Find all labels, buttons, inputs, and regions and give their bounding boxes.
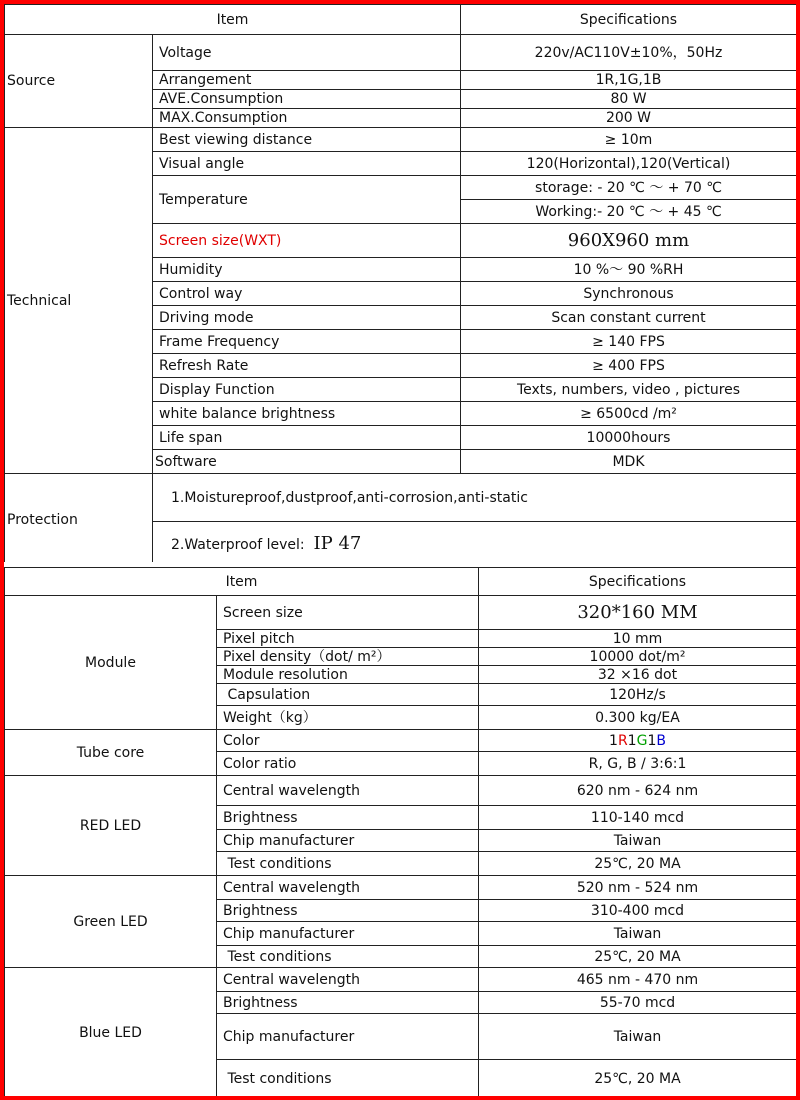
row-label: Driving mode — [153, 306, 461, 330]
row-label: Best viewing distance — [153, 128, 461, 152]
table-row — [5, 596, 797, 630]
row-label: Brightness — [217, 992, 479, 1014]
category-module: Module — [5, 596, 217, 730]
color-part: 1 — [627, 732, 637, 749]
category-source: Source — [5, 35, 153, 128]
row-value: 55-70 mcd — [479, 992, 797, 1014]
row-label: Test conditions — [217, 946, 479, 968]
color-part: 1 — [647, 732, 657, 749]
table-row — [5, 35, 797, 71]
temperature-working: Working:- 20 ℃ ～ + 45 ℃ — [461, 200, 797, 224]
row-label: Pixel density（dot/ m²） — [217, 648, 479, 666]
row-label: MAX.Consumption — [153, 109, 461, 128]
row-value: Scan constant current — [461, 306, 797, 330]
table-header-row — [5, 568, 797, 596]
software-value: MDK — [461, 450, 797, 474]
row-label: Frame Frequency — [153, 330, 461, 354]
waterproof-label: 2.Waterproof level: — [171, 536, 305, 553]
row-label: Color — [217, 730, 479, 752]
row-value: 120Hz/s — [479, 684, 797, 706]
row-label: Voltage — [153, 35, 461, 71]
row-label: Central wavelength — [217, 968, 479, 992]
row-value: 10000 dot/m² — [479, 648, 797, 666]
row-value: 520 nm - 524 nm — [479, 876, 797, 900]
row-value: ≥ 6500cd /m² — [461, 402, 797, 426]
general-spec-table — [4, 4, 796, 566]
row-value: 80 W — [461, 90, 797, 109]
row-label: Central wavelength — [217, 876, 479, 900]
category-red-led: RED LED — [5, 776, 217, 876]
protection-line-2 — [153, 522, 797, 566]
temperature-storage: storage: - 20 ℃ ～ + 70 ℃ — [461, 176, 797, 200]
row-label: Weight（kg） — [217, 706, 479, 730]
module-spec-table — [4, 567, 796, 1096]
row-label: Module resolution — [217, 666, 479, 684]
table-header-row — [5, 5, 797, 35]
color-part: 1 — [609, 732, 618, 749]
row-label: Test conditions — [217, 1060, 479, 1097]
row-value: 10 mm — [479, 630, 797, 648]
row-value: 25℃, 20 MA — [479, 946, 797, 968]
row-label: Central wavelength — [217, 776, 479, 806]
header-item: Item — [5, 568, 479, 596]
spec-sheet — [4, 4, 796, 1096]
row-value: 25℃, 20 MA — [479, 852, 797, 876]
row-value: ≥ 10m — [461, 128, 797, 152]
row-label: Screen size — [217, 596, 479, 630]
row-value: 25℃, 20 MA — [479, 1060, 797, 1097]
color-value — [479, 730, 797, 752]
row-value: R, G, B / 3:6:1 — [479, 752, 797, 776]
row-value: Texts, numbers, video , pictures — [461, 378, 797, 402]
color-part-g: G — [636, 732, 648, 749]
row-label: Arrangement — [153, 71, 461, 90]
row-label: Brightness — [217, 806, 479, 830]
category-blue-led: Blue LED — [5, 968, 217, 1097]
row-value: 465 nm - 470 nm — [479, 968, 797, 992]
row-label: Refresh Rate — [153, 354, 461, 378]
protection-line-1: 1.Moistureproof,dustproof,anti-corrosion,anti-static — [153, 474, 797, 522]
table-row — [5, 474, 797, 522]
category-green-led: Green LED — [5, 876, 217, 968]
row-value: 120(Horizontal),120(Vertical) — [461, 152, 797, 176]
row-value: 620 nm - 624 nm — [479, 776, 797, 806]
row-value: 310-400 mcd — [479, 900, 797, 922]
row-label: Life span — [153, 426, 461, 450]
row-value: 110-140 mcd — [479, 806, 797, 830]
row-label: Test conditions — [217, 852, 479, 876]
row-label: Control way — [153, 282, 461, 306]
row-value: ≥ 400 FPS — [461, 354, 797, 378]
row-value: ≥ 140 FPS — [461, 330, 797, 354]
table-row — [5, 776, 797, 806]
row-value: Taiwan — [479, 1014, 797, 1060]
row-label: AVE.Consumption — [153, 90, 461, 109]
category-protection: Protection — [5, 474, 153, 566]
row-label: Visual angle — [153, 152, 461, 176]
row-value: 1R,1G,1B — [461, 71, 797, 90]
row-label: Humidity — [153, 258, 461, 282]
row-label: white balance brightness — [153, 402, 461, 426]
table-row — [5, 968, 797, 992]
row-value: 960X960 mm — [461, 224, 797, 258]
header-spec: Specifications — [479, 568, 797, 596]
table-row — [5, 128, 797, 152]
waterproof-value: IP 47 — [313, 532, 362, 554]
category-tube-core: Tube core — [5, 730, 217, 776]
color-part-b: B — [656, 732, 666, 749]
category-software: Software — [153, 450, 461, 474]
row-value: 32 ×16 dot — [479, 666, 797, 684]
header-item: Item — [5, 5, 461, 35]
row-value: 320*160 MM — [479, 596, 797, 630]
row-label: Brightness — [217, 900, 479, 922]
color-part-r: R — [617, 732, 628, 749]
row-value: Taiwan — [479, 922, 797, 946]
row-label: Chip manufacturer — [217, 830, 479, 852]
row-label: Pixel pitch — [217, 630, 479, 648]
row-value: 10 %～ 90 %RH — [461, 258, 797, 282]
row-label: Capsulation — [217, 684, 479, 706]
row-label: Chip manufacturer — [217, 922, 479, 946]
category-technical: Technical — [5, 128, 153, 474]
row-value: 200 W — [461, 109, 797, 128]
row-label: Screen size(WXT) — [153, 224, 461, 258]
table-row — [5, 876, 797, 900]
header-spec: Specifications — [461, 5, 797, 35]
row-value: 10000hours — [461, 426, 797, 450]
row-value: Taiwan — [479, 830, 797, 852]
row-value: 0.300 kg/EA — [479, 706, 797, 730]
row-label: Chip manufacturer — [217, 1014, 479, 1060]
table-row — [5, 730, 797, 752]
row-label: Temperature — [153, 176, 461, 224]
row-label: Color ratio — [217, 752, 479, 776]
row-value: 220v/AC110V±10%，50Hz — [461, 35, 797, 71]
row-label: Display Function — [153, 378, 461, 402]
row-value: Synchronous — [461, 282, 797, 306]
